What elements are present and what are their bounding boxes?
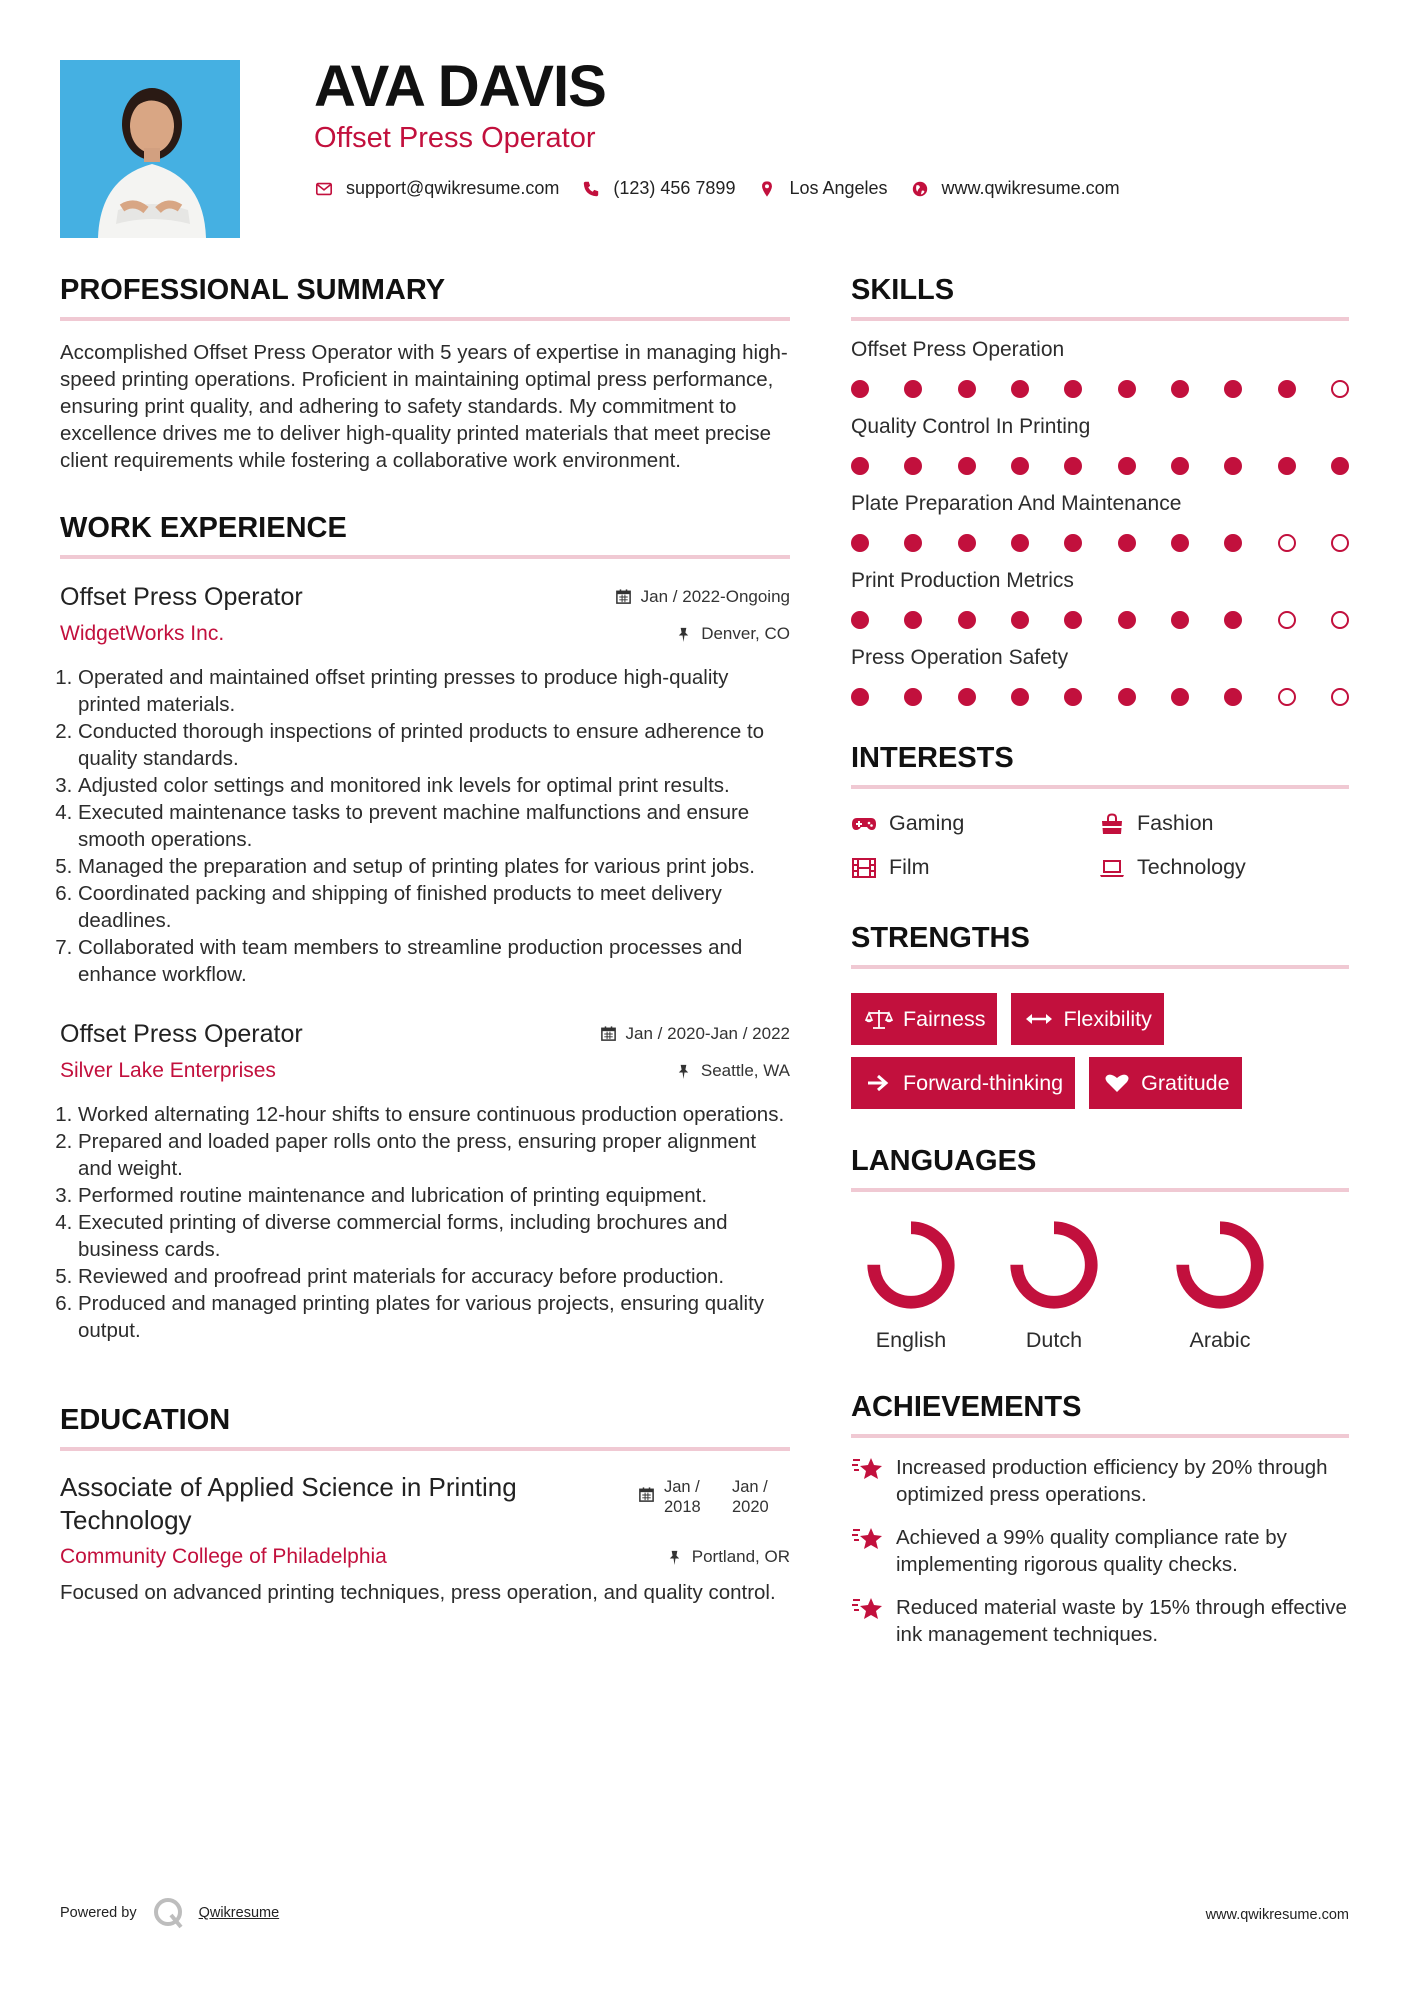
- education-start: Jan / 2018: [664, 1478, 701, 1516]
- education-location-text: Portland, OR: [691, 1547, 790, 1566]
- interests-section: [851, 744, 1349, 880]
- language-ring: [1005, 1216, 1103, 1314]
- footer-website[interactable]: www.qwikresume.com: [1205, 1907, 1349, 1923]
- calendar-icon: [600, 1025, 617, 1042]
- calendar-icon: [638, 1486, 655, 1503]
- rating-dot-filled: [1118, 534, 1136, 552]
- job-location: [675, 624, 790, 644]
- interest-label: Gaming: [889, 811, 965, 835]
- interest-gaming: [851, 811, 1099, 836]
- rating-dot-filled: [1171, 688, 1189, 706]
- rating-dot-filled: [1171, 457, 1189, 475]
- pushpin-icon: [675, 626, 692, 643]
- rating-dot-filled: [1011, 380, 1029, 398]
- education-location: [666, 1547, 790, 1567]
- rating-dot-filled: [1011, 611, 1029, 629]
- list-item: 4. Executed maintenance tasks to prevent machine malfunctions and ensure smooth operations.: [78, 799, 790, 853]
- language-name: Arabic: [1189, 1328, 1251, 1352]
- list-item: 2. Prepared and loaded paper rolls onto the press, ensuring proper alignment and weight.: [78, 1128, 790, 1182]
- rating-dot-filled: [958, 688, 976, 706]
- contact-website[interactable]: [910, 178, 1120, 199]
- skill-name: Press Operation Safety: [851, 646, 1069, 669]
- footer-powered-by: [60, 1895, 279, 1931]
- rating-dot-filled: [1331, 457, 1349, 475]
- rating-dot-filled: [851, 534, 869, 552]
- pushpin-icon: [675, 1063, 692, 1080]
- rating-dot-filled: [1171, 611, 1189, 629]
- left-column: [60, 276, 790, 1606]
- experience-heading: WORK EXPERIENCE: [60, 514, 790, 559]
- star-burst-icon: [851, 1524, 885, 1554]
- job-date: [600, 1024, 790, 1044]
- rating-dot-empty: [1278, 611, 1296, 629]
- rating-dot-filled: [1118, 380, 1136, 398]
- achievement-text: Increased production efficiency by 20% through optimized press operations.: [896, 1456, 1328, 1506]
- skill-rating: [851, 380, 1349, 398]
- rating-dot-filled: [1064, 457, 1082, 475]
- rating-dot-empty: [1331, 688, 1349, 706]
- contact-phone[interactable]: [581, 178, 735, 199]
- strength-fairness: [851, 993, 997, 1045]
- laptop-icon: [1099, 857, 1125, 879]
- rating-dot-filled: [904, 534, 922, 552]
- strength-label: Flexibility: [1063, 1006, 1152, 1031]
- arrows-horizontal-icon: [1025, 1008, 1053, 1030]
- list-item: 5. Reviewed and proofread print materials for accuracy before production.: [78, 1263, 790, 1290]
- strengths-heading: STRENGTHS: [851, 924, 1349, 969]
- rating-dot-filled: [904, 688, 922, 706]
- strength-flexibility: [1011, 993, 1163, 1045]
- brand-link[interactable]: Qwikresume: [198, 1905, 280, 1921]
- skills-heading: SKILLS: [851, 276, 1349, 321]
- achievements-heading: ACHIEVEMENTS: [851, 1393, 1349, 1438]
- rating-dot-filled: [851, 611, 869, 629]
- rating-dot-filled: [1171, 380, 1189, 398]
- rating-dot-empty: [1278, 688, 1296, 706]
- achievements-section: [851, 1393, 1349, 1648]
- rating-dot-filled: [1011, 457, 1029, 475]
- rating-dot-filled: [1118, 688, 1136, 706]
- contact-location-text: Los Angeles: [789, 178, 888, 198]
- job-duties: [60, 1101, 790, 1344]
- list-item: 3. Adjusted color settings and monitored ink levels for optimal print results.: [78, 772, 790, 799]
- map-marker-icon: [757, 179, 777, 199]
- list-item: 1. Worked alternating 12-hour shifts to ensure continuous production operations.: [78, 1101, 790, 1128]
- education-description: Focused on advanced printing techniques, press operation, and quality control.: [60, 1581, 776, 1604]
- achievement-text: Achieved a 99% quality compliance rate by implementing rigorous quality checks.: [896, 1526, 1287, 1576]
- rating-dot-empty: [1278, 534, 1296, 552]
- list-item: 7. Collaborated with team members to streamline production processes and enhance workflow.: [78, 934, 790, 988]
- job-date-text: Jan / 2020-Jan / 2022: [625, 1023, 790, 1043]
- phone-icon: [581, 179, 601, 199]
- star-burst-icon: [851, 1454, 885, 1484]
- rating-dot-empty: [1331, 380, 1349, 398]
- rating-dot-filled: [1011, 688, 1029, 706]
- achievement-item: [851, 1524, 1349, 1578]
- strengths-section: [851, 924, 1349, 1109]
- shopping-bag-icon: [1099, 813, 1125, 835]
- contact-website-text: www.qwikresume.com: [941, 178, 1120, 198]
- education-end: Jan / 2020: [732, 1478, 769, 1516]
- job-company: Silver Lake Enterprises: [60, 1059, 276, 1082]
- portrait-icon: [60, 60, 240, 238]
- interest-label: Technology: [1137, 855, 1246, 879]
- achievement-item: [851, 1594, 1349, 1648]
- language-name: English: [875, 1328, 947, 1352]
- arrow-right-icon: [865, 1072, 893, 1094]
- job-entry: [60, 1020, 790, 1344]
- rating-dot-filled: [1224, 611, 1242, 629]
- rating-dot-filled: [1224, 688, 1242, 706]
- rating-dot-filled: [1224, 380, 1242, 398]
- envelope-icon: [314, 179, 334, 199]
- languages-section: [851, 1147, 1349, 1353]
- skill-item: [851, 647, 1349, 706]
- rating-dot-filled: [1064, 534, 1082, 552]
- rating-dot-filled: [851, 380, 869, 398]
- job-location-text: Seattle, WA: [700, 1061, 790, 1080]
- school-name: Community College of Philadelphia: [60, 1545, 387, 1568]
- achievement-text: Reduced material waste by 15% through effective ink management techniques.: [896, 1596, 1347, 1646]
- degree-title: Associate of Applied Science in Printing Technology: [60, 1472, 517, 1535]
- job-entry: [60, 583, 790, 988]
- skill-name: Quality Control In Printing: [851, 415, 1091, 438]
- skill-name: Print Production Metrics: [851, 569, 1074, 592]
- job-date-text: Jan / 2022-Ongoing: [640, 586, 790, 606]
- rating-dot-empty: [1331, 534, 1349, 552]
- job-title: Offset Press Operator: [60, 583, 303, 611]
- contact-phone-text: (123) 456 7899: [613, 178, 736, 198]
- rating-dot-filled: [1278, 457, 1296, 475]
- language-ring: [1171, 1216, 1269, 1314]
- powered-by-text: Powered by: [60, 1905, 137, 1921]
- rating-dot-filled: [958, 457, 976, 475]
- globe-icon: [910, 179, 930, 199]
- contact-bar: [314, 178, 1142, 199]
- rating-dot-filled: [958, 380, 976, 398]
- education-date: [638, 1477, 790, 1517]
- list-item: 4. Executed printing of diverse commercial forms, including brochures and business cards.: [78, 1209, 790, 1263]
- skill-name: Plate Preparation And Maintenance: [851, 492, 1182, 515]
- rating-dot-filled: [1064, 380, 1082, 398]
- balance-scale-icon: [865, 1008, 893, 1030]
- language-item: [851, 1216, 971, 1353]
- rating-dot-filled: [958, 611, 976, 629]
- summary-section: [60, 276, 790, 474]
- contact-location: [757, 178, 887, 199]
- rating-dot-filled: [958, 534, 976, 552]
- achievement-item: [851, 1454, 1349, 1508]
- list-item: 6. Coordinated packing and shipping of finished products to meet delivery deadlines.: [78, 880, 790, 934]
- star-burst-icon: [851, 1594, 885, 1624]
- skill-item: [851, 416, 1349, 475]
- interest-technology: [1099, 855, 1349, 880]
- strength-gratitude: [1089, 1057, 1241, 1109]
- interest-fashion: [1099, 811, 1349, 836]
- interest-film: [851, 855, 1099, 880]
- rating-dot-filled: [1224, 534, 1242, 552]
- strength-label: Gratitude: [1141, 1070, 1230, 1095]
- summary-text: Accomplished Offset Press Operator with 5 years of expertise in managing high-speed printing operations. Proficient in maintaining optimal press performance, ensuring print quality, and adhering to safety standards. My commitment to excellence drives me to deliver high-quality printed materials that meet precise client requirements while fostering a collaborative work environment.: [60, 341, 788, 472]
- language-level-arc: [1017, 1228, 1091, 1302]
- candidate-title: Offset Press Operator: [314, 122, 596, 154]
- rating-dot-filled: [1011, 534, 1029, 552]
- rating-dot-filled: [1278, 380, 1296, 398]
- contact-email-text: support@qwikresume.com: [346, 178, 560, 198]
- right-column: [851, 276, 1349, 1648]
- skill-item: [851, 570, 1349, 629]
- rating-dot-filled: [904, 457, 922, 475]
- rating-dot-filled: [851, 688, 869, 706]
- heart-icon: [1103, 1072, 1131, 1094]
- languages-heading: LANGUAGES: [851, 1147, 1349, 1192]
- rating-dot-empty: [1331, 611, 1349, 629]
- experience-section: [60, 514, 790, 1344]
- rating-dot-filled: [1064, 688, 1082, 706]
- strength-forward-thinking: [851, 1057, 1075, 1109]
- language-name: Dutch: [1025, 1328, 1083, 1352]
- rating-dot-filled: [904, 611, 922, 629]
- calendar-icon: [615, 588, 632, 605]
- interest-label: Fashion: [1137, 811, 1214, 835]
- job-date: [615, 587, 790, 607]
- candidate-name: AVA DAVIS: [314, 54, 606, 119]
- strength-label: Forward-thinking: [903, 1070, 1064, 1095]
- list-item: 1. Operated and maintained offset printing presses to produce high-quality printed materials.: [78, 664, 790, 718]
- job-location-text: Denver, CO: [701, 624, 790, 643]
- skill-item: [851, 493, 1349, 552]
- skill-item: [851, 339, 1349, 398]
- rating-dot-filled: [1064, 611, 1082, 629]
- language-item: [971, 1216, 1137, 1353]
- list-item: 5. Managed the preparation and setup of printing plates for various print jobs.: [78, 853, 790, 880]
- interest-label: Film: [889, 855, 930, 879]
- gamepad-icon: [851, 813, 877, 835]
- skill-name: Offset Press Operation: [851, 338, 1065, 361]
- language-level-arc: [874, 1228, 948, 1302]
- rating-dot-filled: [1118, 457, 1136, 475]
- language-ring: [862, 1216, 960, 1314]
- qwikresume-logo-icon: [151, 1895, 187, 1931]
- profile-photo: [60, 60, 240, 238]
- interests-heading: INTERESTS: [851, 744, 1349, 789]
- rating-dot-filled: [851, 457, 869, 475]
- skill-rating: [851, 534, 1349, 552]
- rating-dot-filled: [1171, 534, 1189, 552]
- skill-rating: [851, 611, 1349, 629]
- summary-heading: PROFESSIONAL SUMMARY: [60, 276, 790, 321]
- skill-rating: [851, 457, 1349, 475]
- job-location: [675, 1061, 790, 1081]
- list-item: 2. Conducted thorough inspections of printed products to ensure adherence to quality standards.: [78, 718, 790, 772]
- film-icon: [851, 857, 877, 879]
- rating-dot-filled: [1224, 457, 1242, 475]
- strength-label: Fairness: [903, 1006, 986, 1031]
- pushpin-icon: [666, 1549, 683, 1566]
- language-item: [1137, 1216, 1303, 1353]
- contact-email[interactable]: [314, 178, 559, 199]
- rating-dot-filled: [904, 380, 922, 398]
- language-level-arc: [1183, 1228, 1257, 1302]
- skill-rating: [851, 688, 1349, 706]
- job-title: Offset Press Operator: [60, 1020, 303, 1048]
- list-item: 6. Produced and managed printing plates for various projects, ensuring quality output.: [78, 1290, 790, 1344]
- list-item: 3. Performed routine maintenance and lubrication of printing equipment.: [78, 1182, 790, 1209]
- education-section: [60, 1406, 790, 1606]
- job-duties: [60, 664, 790, 988]
- rating-dot-filled: [1118, 611, 1136, 629]
- job-company: WidgetWorks Inc.: [60, 622, 225, 645]
- skills-section: [851, 276, 1349, 706]
- education-heading: EDUCATION: [60, 1406, 790, 1451]
